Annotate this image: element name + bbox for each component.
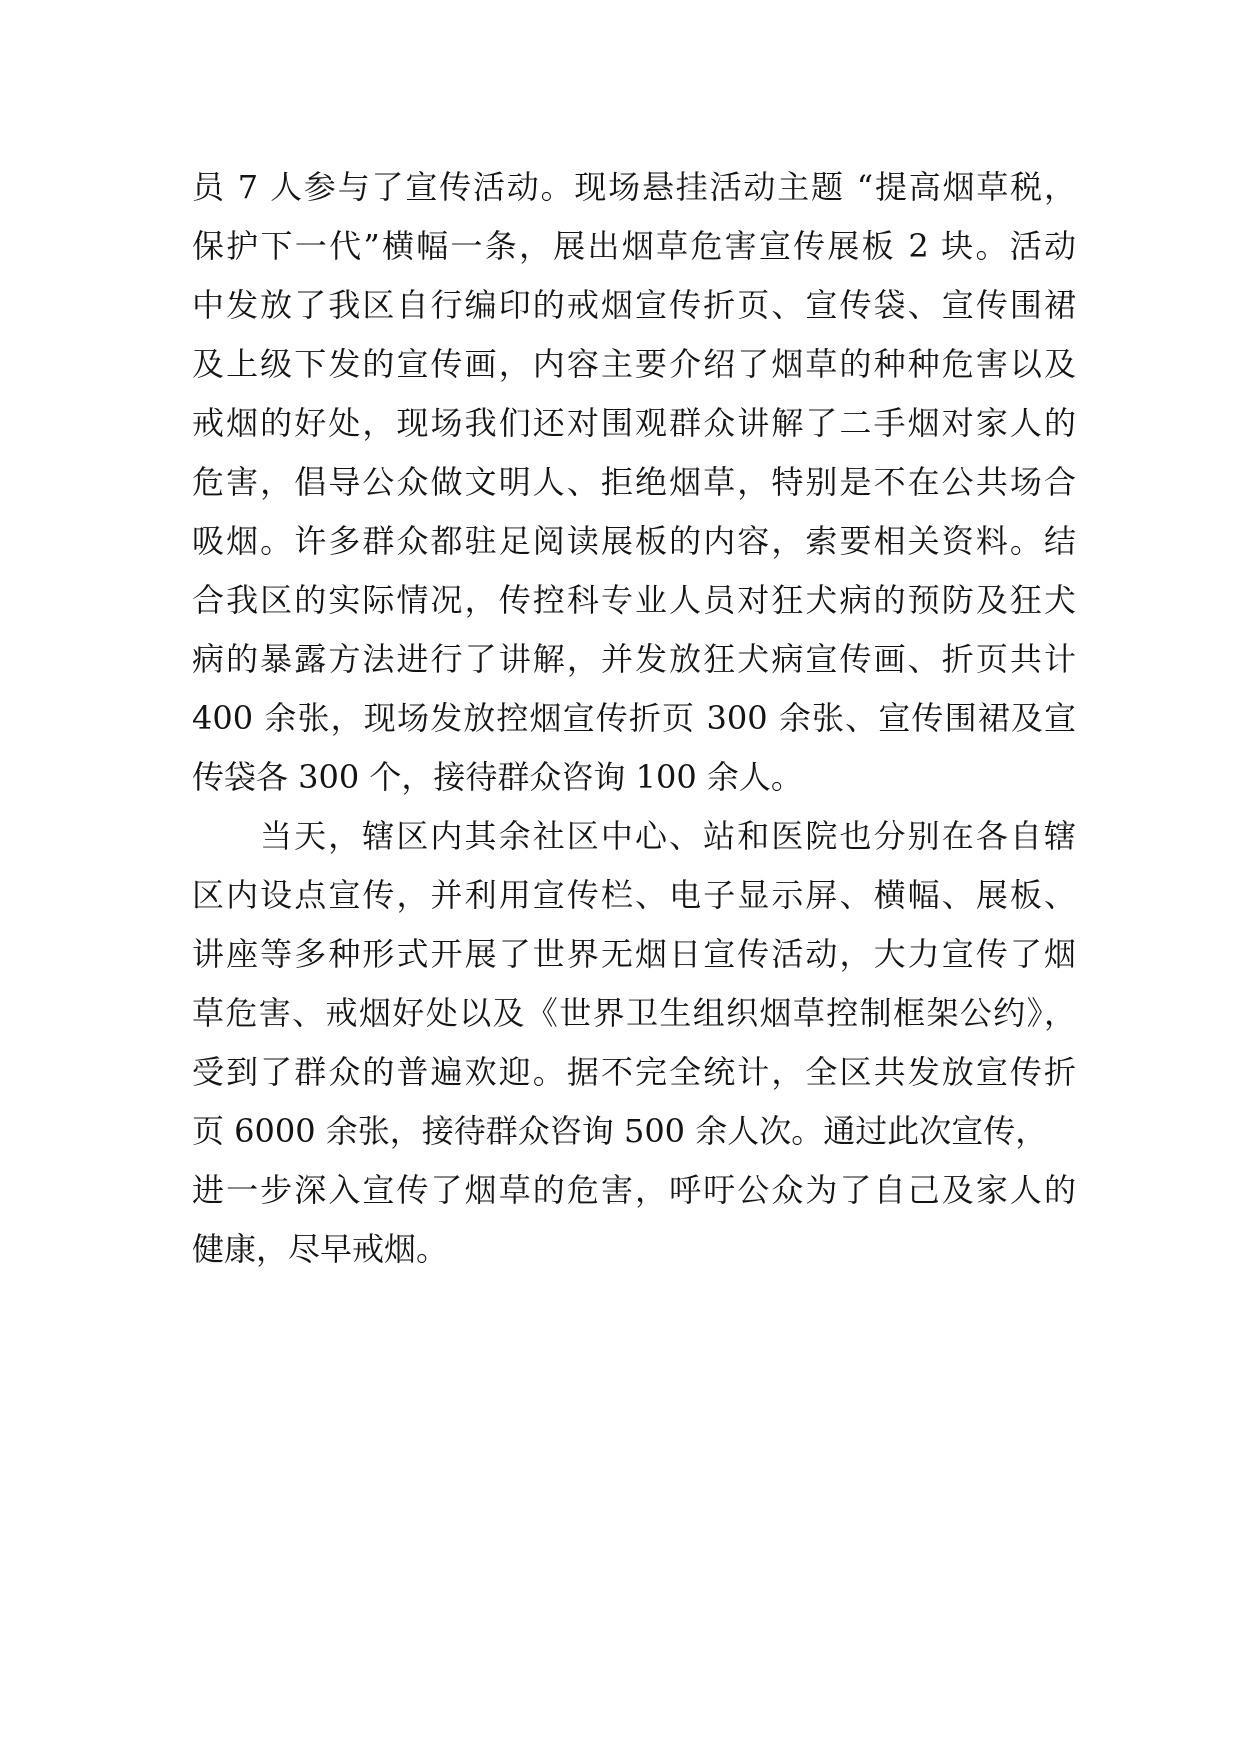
paragraph-1 [192, 158, 1076, 807]
text-line: 讲座等多种形式开展了世界无烟日宣传活动，大力宣传了烟 [192, 935, 1076, 973]
text-line: 保护下一代”横幅一条，展出烟草危害宣传展板 2 块。活动 [192, 227, 1076, 265]
text-line: 页 6000 余张，接待群众咨询 500 余人次。通过此次宣传， [192, 1112, 1048, 1150]
text-line: 健康，尽早戒烟。 [192, 1230, 449, 1268]
paragraph-2 [192, 807, 1076, 1279]
text-line: 病的暴露方法进行了讲解，并发放狂犬病宣传画、折页共计 [192, 640, 1076, 678]
text-line: 戒烟的好处，现场我们还对围观群众讲解了二手烟对家人的 [192, 404, 1076, 442]
text-line: 进一步深入宣传了烟草的危害，呼吁公众为了自己及家人的 [192, 1171, 1076, 1209]
text-line: 危害，倡导公众做文明人、拒绝烟草，特别是不在公共场合 [192, 463, 1076, 501]
text-line: 传袋各 300 个，接待群众咨询 100 余人。 [192, 758, 803, 796]
text-line: 及上级下发的宣传画，内容主要介绍了烟草的种种危害以及 [192, 345, 1076, 383]
text-line-first-indented: 当天，辖区内其余社区中心、站和医院也分别在各自辖 [260, 817, 1076, 855]
text-line: 400 余张，现场发放控烟宣传折页 300 余张、宣传围裙及宣 [192, 699, 1076, 737]
text-line: 吸烟。许多群众都驻足阅读展板的内容，索要相关资料。结 [192, 522, 1076, 560]
text-line: 区内设点宣传，并利用宣传栏、电子显示屏、横幅、展板、 [192, 876, 1076, 914]
text-line: 草危害、戒烟好处以及《世界卫生组织烟草控制框架公约》， [192, 994, 1076, 1032]
document-body [192, 158, 1076, 1279]
text-line: 中发放了我区自行编印的戒烟宣传折页、宣传袋、宣传围裙 [192, 286, 1076, 324]
text-line: 员 7 人参与了宣传活动。现场悬挂活动主题 “提高烟草税， [192, 168, 1076, 206]
text-line: 合我区的实际情况，传控科专业人员对狂犬病的预防及狂犬 [192, 581, 1076, 619]
text-line: 受到了群众的普遍欢迎。据不完全统计，全区共发放宣传折 [192, 1053, 1076, 1091]
